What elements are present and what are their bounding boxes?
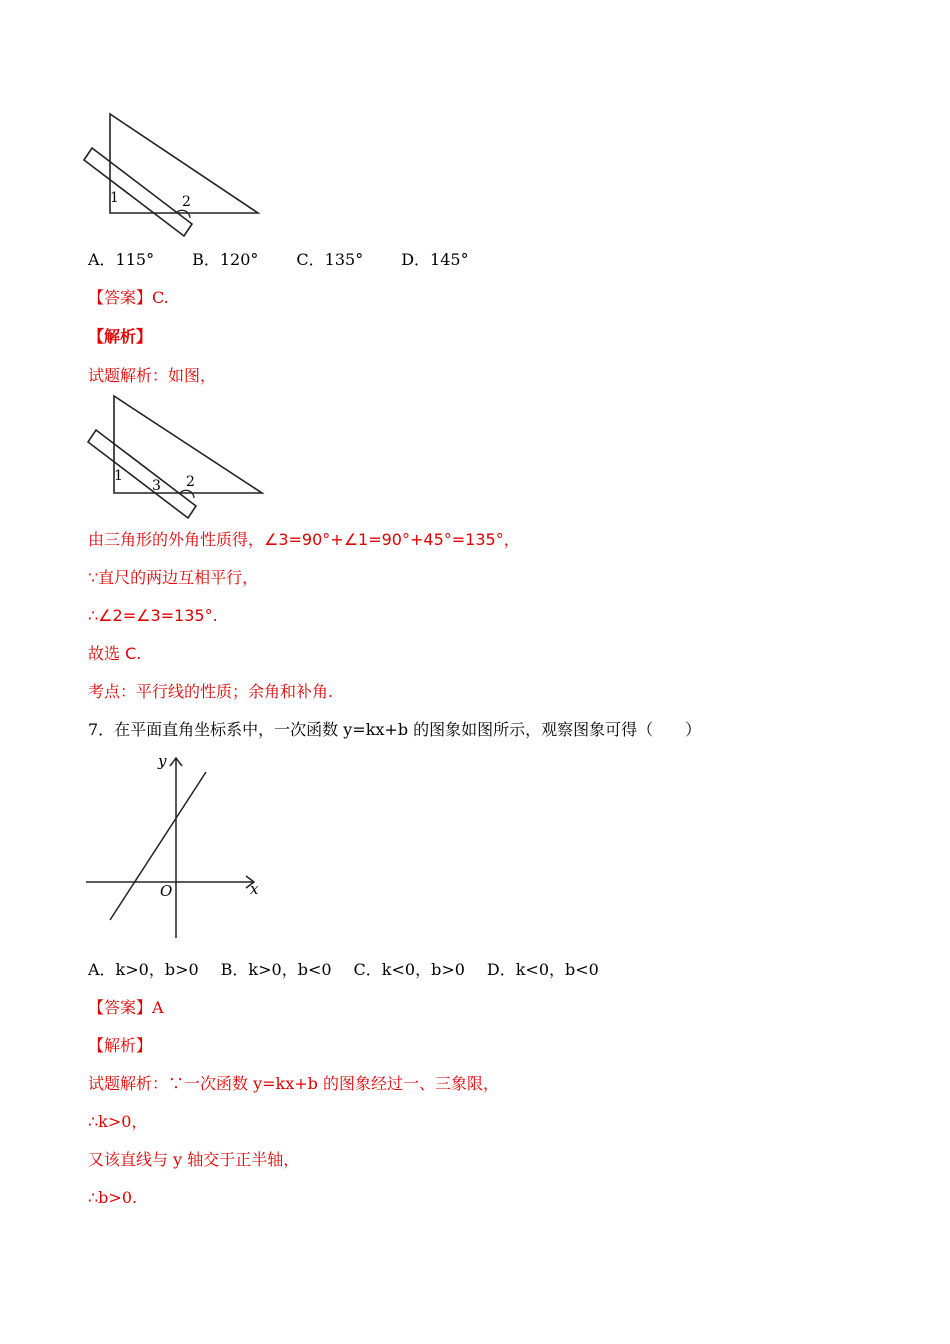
q7-question: 7．在平面直角坐标系中，一次函数 y=kx+b 的图象如图所示，观察图象可得（ ） [88, 720, 702, 739]
q6-analysis-intro: 试题解析：如图， [88, 366, 217, 385]
q7-step-4: ∴b>0. [88, 1188, 138, 1207]
q7-analysis-heading: 【解析】 [88, 1036, 153, 1055]
angle-1-label: 1 [110, 190, 119, 206]
linear-function-graph [82, 752, 272, 942]
q6-option-d: D．145° [401, 250, 469, 269]
q6-step-4: 故选 C. [88, 644, 142, 663]
origin-label: O [160, 882, 173, 900]
q7-answer: 【答案】A [88, 998, 164, 1017]
q6-key-point: 考点：平行线的性质；余角和补角. [88, 682, 334, 701]
q7-option-a: A．k>0，b>0 [88, 960, 199, 979]
q6-option-c: C．135° [296, 250, 364, 269]
q7-step-2: ∴k>0， [88, 1112, 148, 1131]
q7-step-3: 又该直线与 y 轴交于正半轴， [88, 1150, 300, 1169]
q6-analysis-heading: 【解析】 [88, 327, 153, 346]
triangle-ruler-figure [80, 110, 280, 240]
q6-option-b: B．120° [192, 250, 259, 269]
q6-step-2: ∵直尺的两边互相平行， [88, 568, 259, 587]
q6-option-a: A．115° [88, 250, 155, 269]
x-axis-label: x [250, 880, 259, 898]
solution-angle-3-label: 3 [152, 478, 161, 494]
q6-step-1: 由三角形的外角性质得，∠3=90°+∠1=90°+45°=135°， [88, 530, 520, 549]
q7-option-d: D．k<0，b<0 [486, 960, 599, 979]
q7-option-b: B．k>0，b<0 [220, 960, 332, 979]
q7-step-1: 试题解析：∵一次函数 y=kx+b 的图象经过一、三象限， [88, 1074, 499, 1093]
q6-step-3: ∴∠2=∠3=135°. [88, 606, 218, 625]
q6-options [88, 250, 507, 270]
solution-triangle-figure [84, 392, 284, 522]
solution-angle-2-label: 2 [186, 474, 195, 490]
q6-answer: 【答案】C. [88, 288, 169, 307]
solution-angle-1-label: 1 [114, 468, 123, 484]
y-axis-label: y [158, 752, 167, 770]
angle-2-label: 2 [182, 194, 191, 210]
q7-option-c: C．k<0，b>0 [353, 960, 465, 979]
q7-options [88, 960, 621, 980]
